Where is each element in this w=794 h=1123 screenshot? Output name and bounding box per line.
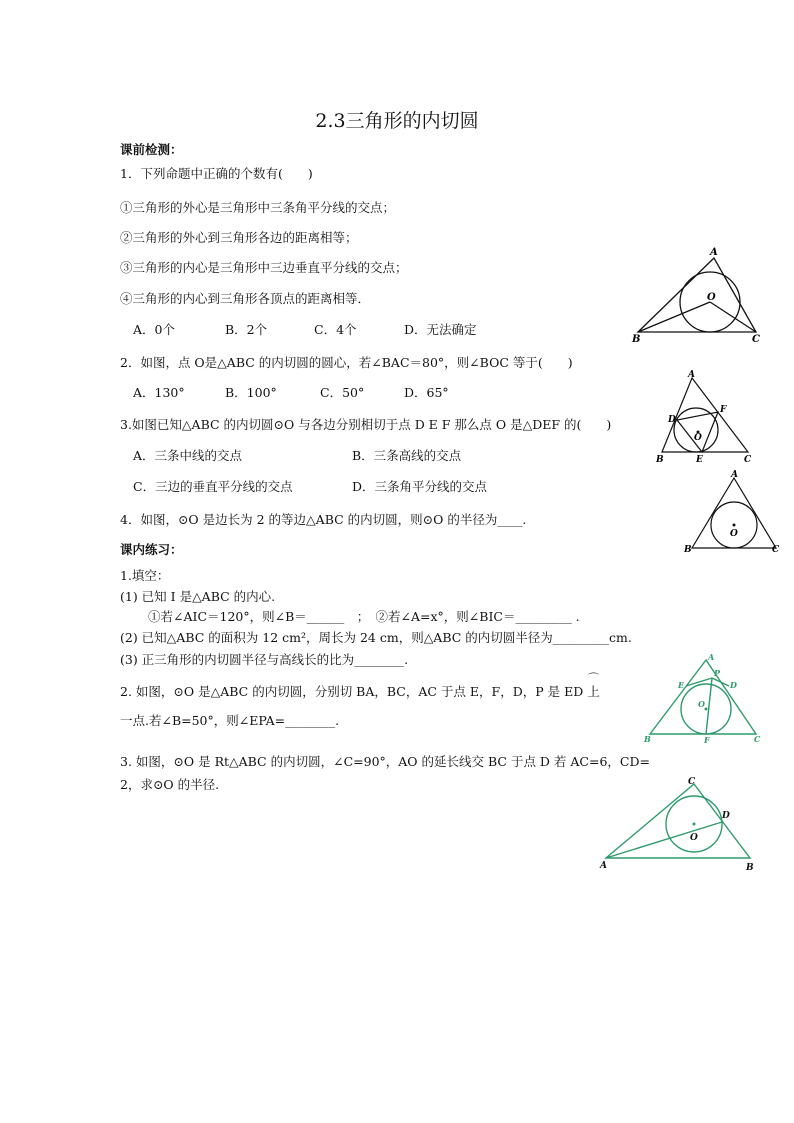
fig2-label-o: O [694, 433, 702, 443]
fig2-label-f: F [720, 405, 727, 415]
fig4-label-o: O [698, 699, 705, 709]
figure-1 [632, 246, 762, 346]
fig1-label-a: A [710, 247, 718, 258]
fig3-center-dot [733, 524, 736, 527]
fig2-label-c: C [744, 455, 752, 465]
fig5-label-b: B [746, 863, 754, 873]
q2-option-d: D．65° [404, 385, 449, 400]
fig2-label-e: E [696, 455, 703, 465]
fig4-label-b: B [644, 734, 651, 744]
q4-stem: 4．如图，⊙O 是边长为 2 的等边△ABC 的内切圆，则⊙O 的半径为____. [120, 512, 527, 527]
fig4-label-p: P [714, 668, 721, 678]
q3-option-b: B．三条高线的交点 [352, 448, 462, 463]
figure-2 [656, 372, 756, 464]
e1-part-1: (1) 已知 I 是△ABC 的内心. [120, 589, 276, 604]
q1-statement-1: ①三角形的外心是三角形中三条角平分线的交点； [120, 200, 396, 215]
in-class-heading: 课内练习： [120, 542, 183, 557]
fig4-segment-pf [706, 678, 712, 734]
e2-line-1: 2. 如图，⊙O 是△ABC 的内切圆，分别切 BA，BC，AC 于点 E，F，D，P 是 ED 上 [120, 684, 600, 699]
fig4-label-f: F [704, 735, 710, 745]
arc-mark: ⌒ [588, 672, 599, 685]
q1-option-a: A．0个 [133, 322, 175, 337]
fig4-label-e: E [678, 680, 685, 690]
q3-option-d: D．三条角平分线的交点 [352, 479, 488, 494]
q2-option-a: A．130° [133, 385, 185, 400]
fig3-label-o: O [730, 529, 738, 539]
q1-stem: 1．下列命题中正确的个数有( ) [120, 166, 313, 181]
fig4-label-c: C [754, 734, 761, 744]
pre-check-heading: 课前检测： [120, 142, 183, 157]
fig5-segment-ad [606, 822, 722, 858]
fig5-label-a: A [600, 861, 607, 871]
figure-3 [682, 470, 782, 556]
e1-label: 1.填空： [120, 568, 170, 583]
fig2-label-a: A [688, 370, 695, 380]
fig3-label-c: C [772, 545, 780, 555]
fig1-segment-oc [710, 302, 756, 332]
fig4-label-a: A [708, 652, 715, 662]
q1-option-b: B．2个 [225, 322, 268, 337]
q2-stem: 2．如图，点 O是△ABC 的内切圆的圆心，若∠BAC＝80°，则∠BOC 等于( ) [120, 355, 573, 370]
e1-part-2: (2) 已知△ABC 的面积为 12 cm²，周长为 24 cm，则△ABC 的内切圆半径为_________cm. [120, 630, 632, 645]
fig4-label-d: D [730, 680, 737, 690]
fig1-segment-ob [638, 302, 710, 332]
fig5-label-c: C [688, 777, 696, 787]
q1-option-d: D．无法确定 [404, 322, 477, 337]
fig1-label-o: O [707, 292, 716, 303]
e1-part-3: (3) 正三角形的内切圆半径与高线长的比为________. [120, 652, 409, 667]
e3-line-2: 2，求⊙O 的半径. [120, 777, 220, 792]
fig1-label-c: C [752, 334, 760, 345]
fig2-label-d: D [668, 415, 676, 425]
q3-option-c: C．三边的垂直平分线的交点 [133, 479, 293, 494]
fig1-label-b: B [632, 334, 641, 345]
q1-option-c: C．4个 [314, 322, 357, 337]
fig5-label-d: D [722, 811, 730, 821]
fig5-center-dot [693, 823, 696, 826]
q3-option-a: A．三条中线的交点 [133, 448, 243, 463]
q2-option-c: C．50° [320, 385, 365, 400]
q1-statement-2: ②三角形的外心到三角形各边的距离相等； [120, 230, 358, 245]
e3-line-1: 3. 如图，⊙O 是 Rt△ABC 的内切圆，∠C=90°，AO 的延长线交 BC 于点 D 若 AC=6，CD= [120, 754, 650, 769]
fig5-label-o: O [690, 833, 698, 843]
q1-statement-4: ④三角形的内心到三角形各顶点的距离相等． [120, 291, 371, 306]
fig3-label-b: B [684, 545, 692, 555]
e1-part-1-sub: ①若∠AIC＝120°，则∠B＝______ ； ②若∠A=x°，则∠BIC＝_________ . [148, 609, 580, 624]
page-title: 2.3三角形的内切圆 [315, 110, 479, 132]
q1-statement-3: ③三角形的内心是三角形中三边垂直平分线的交点； [120, 260, 408, 275]
fig3-label-a: A [731, 470, 738, 480]
figure-4 [644, 652, 764, 746]
fig4-triangle [650, 660, 756, 734]
figure-5 [600, 774, 760, 874]
q3-stem: 3.如图已知△ABC 的内切圆⊙O 与各边分别相切于点 D E F 那么点 O 是△DEF 的( ) [120, 417, 612, 432]
q2-option-b: B．100° [225, 385, 277, 400]
e2-line-2: 一点.若∠B=50°，则∠EPA=________. [120, 713, 340, 728]
fig2-label-b: B [656, 455, 664, 465]
